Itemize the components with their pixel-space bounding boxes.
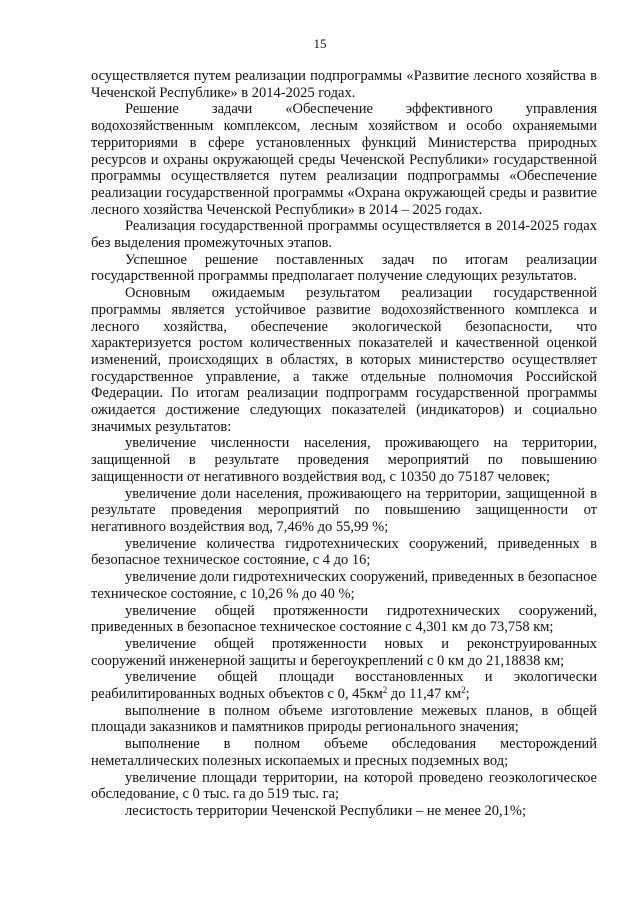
result-item-bank-protection-length: увеличение общей протяженности новых и реконструированных сооружений инженерной защиты и берегоукреплений с 0 км до 21,18838 км;: [91, 635, 597, 669]
paragraph-subprogram-forestry: осуществляется путем реализации подпрограммы «Развитие лесного хозяйства в Чеченской Республике» в 2014-2025 годах.: [91, 68, 597, 101]
result-item-hydro-structures-count: увеличение количества гидротехнических сооружений, приведенных в безопасное техническое состояние, с 4 до 16;: [91, 535, 597, 569]
result-text-part: ;: [465, 686, 470, 703]
document-body: [91, 68, 597, 820]
paragraph-main-expected-result: Основным ожидаемым результатом реализации государственной программы является устойчивое развитие водохозяйственного комплекса и лесного хозяйства, обеспечение экологической безопасности, что характеризуется ростом количественных показателей и качественной оценкой изменений, происходящих в областях, в которых министерство осуществляет государственное управление, а также отдельные полномочия Российской Федерации. По итогам реализации подпрограмм государственной программы ожидается достижение следующих показателей (индикаторов) и социально значимых результатов:: [91, 285, 597, 435]
result-item-geoecological-survey: увеличение площади территории, на которой проведено геоэкологическое обследование, с 0 тыс. га до 519 тыс. га;: [91, 769, 597, 803]
paragraph-task-water-management: Решение задачи «Обеспечение эффективного управления водохозяйственным комплексом, лесным хозяйством и особо охраняемыми территориями в сфере установленных функций Министерства природных ресурсов и охраны окружающей среды Чеченской Республики» государственной программы осуществляется путем реализации подпрограммы «Обеспечение реализации государственной программы «Охрана окружающей среды и развитие лесного хозяйства Чеченской Республики» в 2014 – 2025 годах.: [91, 101, 597, 218]
result-item-forest-cover: лесистость территории Чеченской Республики – не менее 20,1%;: [125, 802, 527, 819]
result-item-population-count: увеличение численности населения, проживающего на территории, защищенной в результате проведения мероприятий по повышению защищенности от негативного воздействия вод, с 10350 до 75187 человек;: [91, 435, 597, 485]
result-item-water-bodies-area: [91, 669, 597, 702]
result-item-boundary-plans: выполнение в полном объеме изготовление межевых планов, в общей площади заказников и памятников природы регионального значения;: [91, 702, 597, 736]
result-item-hydro-structures-length: увеличение общей протяженности гидротехнических сооружений, приведенных в безопасное техническое состояние с 4,301 км до 73,758 км;: [91, 602, 597, 636]
result-text-part: до 11,47 км: [387, 686, 462, 703]
result-text-part: увеличение общей площади восстановленных и экологически реабилитированных водных объектов с 0, 45км: [91, 669, 597, 703]
result-item-population-share: увеличение доли населения, проживающего на территории, защищенной в результате проведения мероприятий по повышению защищенности от негативного воздействия вод, 7,46% до 55,99 %;: [91, 485, 597, 535]
superscript-two: 2: [382, 685, 388, 696]
paragraph-expected-results-intro: Успешное решение поставленных задач по итогам реализации государственной программы предполагает получение следующих результатов.: [91, 251, 597, 285]
superscript-two: 2: [461, 685, 466, 696]
result-item-hydro-structures-share: увеличение доли гидротехнических сооружений, приведенных в безопасное техническое состояние, с 10,26 % до 40 %;: [91, 569, 597, 602]
paragraph-implementation-period: Реализация государственной программы осуществляется в 2014-2025 годах без выделения промежуточных этапов.: [91, 218, 597, 252]
page-number: 15: [313, 36, 327, 51]
result-item-deposits-survey: выполнение в полном объеме обследования месторождений неметаллических полезных ископаемых и пресных подземных вод;: [91, 736, 597, 769]
